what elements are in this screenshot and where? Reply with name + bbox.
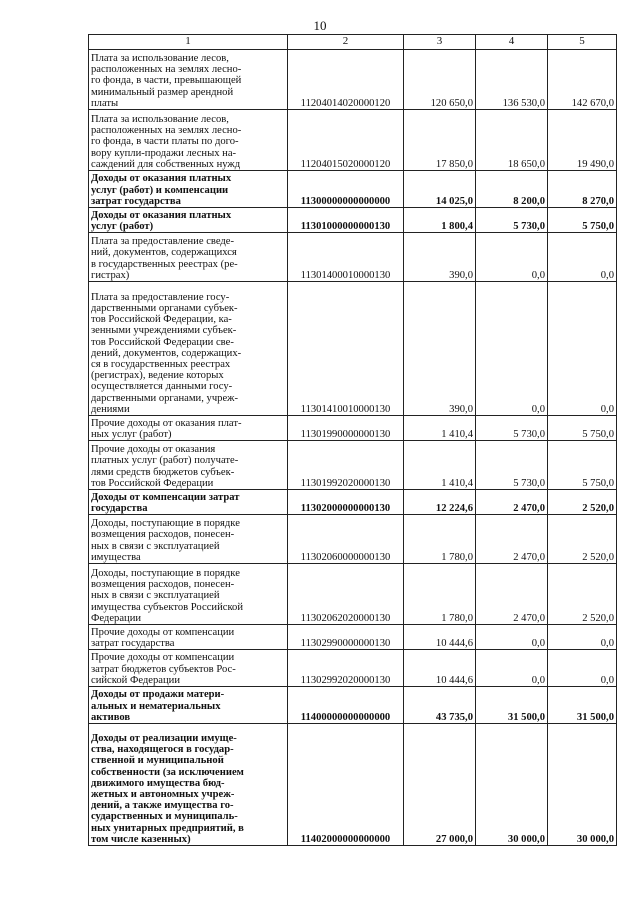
row-code: 11302062020000130: [288, 564, 404, 625]
table-row: [89, 687, 617, 724]
column-header: 2: [288, 35, 404, 50]
row-value-col3: 43 735,0: [404, 687, 476, 724]
row-value-col4: 31 500,0: [476, 687, 548, 724]
row-value-col5: 5 750,0: [548, 208, 617, 233]
row-value-col3: 27 000,0: [404, 724, 476, 846]
row-value-col4: 18 650,0: [476, 110, 548, 171]
row-value-col5: 19 490,0: [548, 110, 617, 171]
row-code: 11302060000000130: [288, 515, 404, 564]
row-value-col4: 0,0: [476, 233, 548, 282]
row-name: Плата за предоставление госу- дарственными органами субъек- тов Российской Федерации, ка- зенными учреждениями субъек- тов Российской Федерации све- дений, документов, содержащих- ся в государственных реестрах (регистрах), ведение которых осуществляется данными госу- дарственными органами, учреж- дениями: [89, 282, 288, 416]
table-row: [89, 233, 617, 282]
row-value-col3: 17 850,0: [404, 110, 476, 171]
row-value-col3: 10 444,6: [404, 625, 476, 650]
row-name: Прочие доходы от компенсации затрат бюджетов субъектов Рос- сийской Федерации: [89, 650, 288, 687]
row-value-col5: 8 270,0: [548, 171, 617, 208]
page-number: 10: [313, 18, 327, 33]
row-value-col3: 10 444,6: [404, 650, 476, 687]
row-code: 11204015020000120: [288, 110, 404, 171]
table-row: [89, 625, 617, 650]
table-row: [89, 564, 617, 625]
row-name: Плата за предоставление сведе- ний, документов, содержащихся в государственных реестрах (ре- гистрах): [89, 233, 288, 282]
row-name: Прочие доходы от оказания платных услуг (работ) получате- лями средств бюджетов субъек- тов Российской Федерации: [89, 441, 288, 490]
row-value-col5: 142 670,0: [548, 50, 617, 110]
table-row: [89, 515, 617, 564]
row-value-col5: 0,0: [548, 233, 617, 282]
row-name: Плата за использование лесов, расположенных на землях лесно- го фонда, в части, превышающей минимальный размер арендной платы: [89, 50, 288, 110]
row-value-col5: 30 000,0: [548, 724, 617, 846]
table-row: [89, 282, 617, 416]
row-code: 11204014020000120: [288, 50, 404, 110]
row-code: 11301992020000130: [288, 441, 404, 490]
row-value-col5: 2 520,0: [548, 490, 617, 515]
row-value-col4: 0,0: [476, 650, 548, 687]
row-value-col4: 5 730,0: [476, 208, 548, 233]
row-name: Плата за использование лесов, расположенных на землях лесно- го фонда, в части платы по дого- вору купли-продажи лесных на- саждений для собственных нужд: [89, 110, 288, 171]
row-code: 11302990000000130: [288, 625, 404, 650]
table-row: [89, 208, 617, 233]
row-name: Прочие доходы от компенсации затрат государства: [89, 625, 288, 650]
row-name: Доходы, поступающие в порядке возмещения расходов, понесен- ных в связи с эксплуатацией имущества субъектов Российской Федерации: [89, 564, 288, 625]
row-value-col5: 2 520,0: [548, 564, 617, 625]
row-value-col3: 1 780,0: [404, 515, 476, 564]
table-row: [89, 171, 617, 208]
row-name: Доходы от оказания платных услуг (работ): [89, 208, 288, 233]
row-value-col5: 5 750,0: [548, 416, 617, 441]
row-value-col3: 120 650,0: [404, 50, 476, 110]
row-value-col3: 14 025,0: [404, 171, 476, 208]
row-value-col5: 0,0: [548, 650, 617, 687]
row-code: 11302000000000130: [288, 490, 404, 515]
row-value-col5: 0,0: [548, 625, 617, 650]
row-value-col3: 1 780,0: [404, 564, 476, 625]
row-value-col3: 390,0: [404, 233, 476, 282]
row-code: 11300000000000000: [288, 171, 404, 208]
row-value-col4: 0,0: [476, 625, 548, 650]
row-value-col5: 2 520,0: [548, 515, 617, 564]
row-value-col4: 2 470,0: [476, 564, 548, 625]
row-code: 11402000000000000: [288, 724, 404, 846]
table-body: [89, 50, 617, 846]
row-name: Доходы от компенсации затрат государства: [89, 490, 288, 515]
table-row: [89, 490, 617, 515]
table-row: [89, 50, 617, 110]
table-row: [89, 416, 617, 441]
row-code: 11400000000000000: [288, 687, 404, 724]
table-row: [89, 110, 617, 171]
table-row: [89, 650, 617, 687]
row-value-col3: 12 224,6: [404, 490, 476, 515]
row-value-col5: 31 500,0: [548, 687, 617, 724]
row-code: 11302992020000130: [288, 650, 404, 687]
row-code: 11301410010000130: [288, 282, 404, 416]
row-value-col5: 5 750,0: [548, 441, 617, 490]
row-value-col4: 5 730,0: [476, 441, 548, 490]
column-header: 1: [89, 35, 288, 50]
revenue-table: [88, 34, 617, 846]
table-row: [89, 724, 617, 846]
row-value-col4: 30 000,0: [476, 724, 548, 846]
row-value-col5: 0,0: [548, 282, 617, 416]
row-value-col4: 2 470,0: [476, 515, 548, 564]
row-value-col4: 2 470,0: [476, 490, 548, 515]
row-value-col4: 8 200,0: [476, 171, 548, 208]
column-header: 3: [404, 35, 476, 50]
row-code: 11301990000000130: [288, 416, 404, 441]
row-value-col4: 5 730,0: [476, 416, 548, 441]
row-value-col4: 136 530,0: [476, 50, 548, 110]
row-name: Доходы от продажи матери- альных и нематериальных активов: [89, 687, 288, 724]
row-value-col4: 0,0: [476, 282, 548, 416]
row-code: 11301400010000130: [288, 233, 404, 282]
table-header-row: [89, 35, 617, 50]
row-name: Прочие доходы от оказания плат- ных услуг (работ): [89, 416, 288, 441]
column-header: 5: [548, 35, 617, 50]
row-name: Доходы, поступающие в порядке возмещения расходов, понесен- ных в связи с эксплуатацией имущества: [89, 515, 288, 564]
row-name: Доходы от оказания платных услуг (работ) и компенсации затрат государства: [89, 171, 288, 208]
row-value-col3: 1 410,4: [404, 441, 476, 490]
row-code: 11301000000000130: [288, 208, 404, 233]
column-header: 4: [476, 35, 548, 50]
row-name: Доходы от реализации имуще- ства, находящегося в государ- ственной и муниципальной собственности (за исключением движимого имущества бюд- жетных и автономных учреж- дений, а также имущества го- сударственных и муниципаль- ных унитарных предприятий, в том числе казенных): [89, 724, 288, 846]
row-value-col3: 1 800,4: [404, 208, 476, 233]
row-value-col3: 1 410,4: [404, 416, 476, 441]
table-row: [89, 441, 617, 490]
row-value-col3: 390,0: [404, 282, 476, 416]
